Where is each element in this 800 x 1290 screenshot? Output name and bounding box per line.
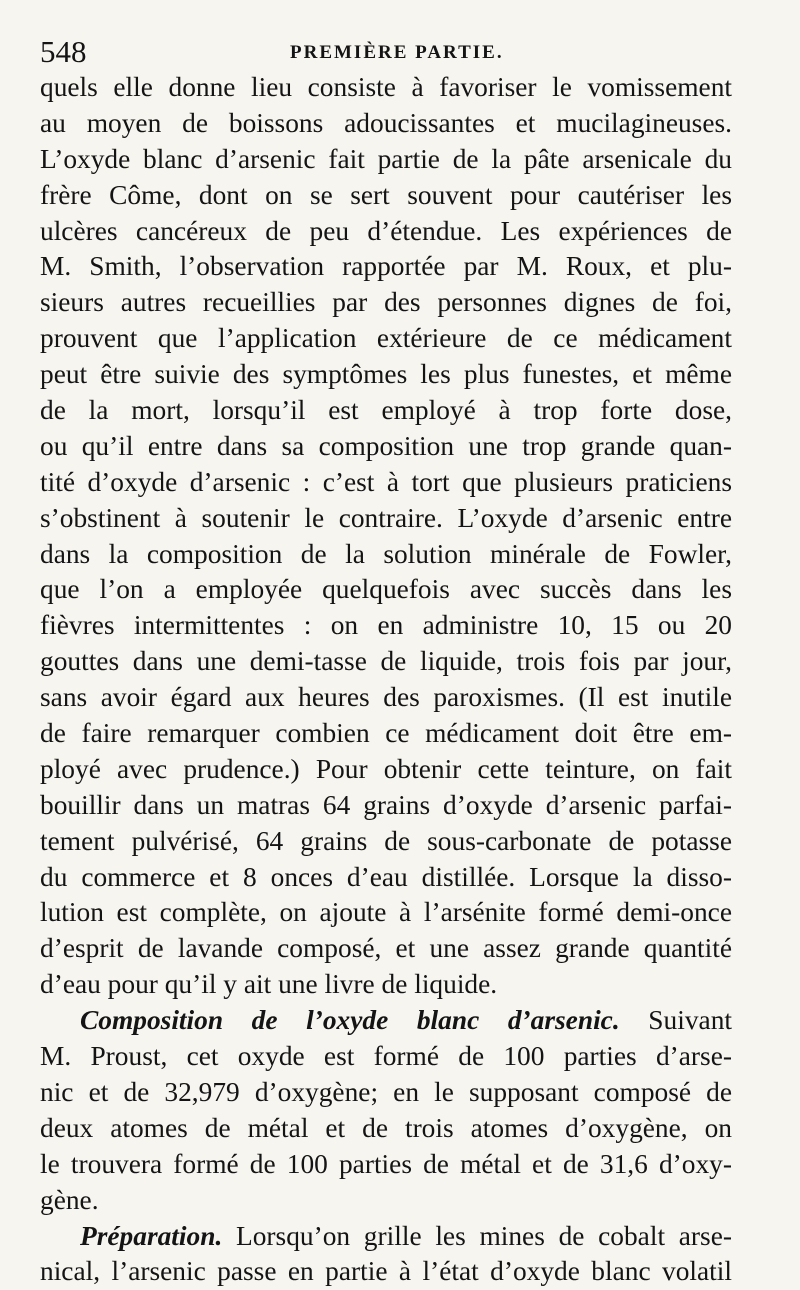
page-number: 548	[40, 34, 87, 69]
text-line: lution est complète, on ajoute à l’arsénite formé demi-once	[40, 897, 732, 928]
text-line: L’oxyde blanc d’arsenic fait partie de la pâte arsenicale du	[40, 143, 732, 174]
text-line: frère Côme, dont on se sert souvent pour cautériser les	[40, 179, 732, 210]
text-line: M. Smith, l’observation rapportée par M. Roux, et plu-	[40, 251, 732, 282]
composition-first-line	[40, 1003, 732, 1039]
text-line: fièvres intermittentes : on en administre 10, 15 ou 20	[40, 610, 732, 641]
text-line: dans la composition de la solution minérale de Fowler,	[40, 538, 732, 569]
page-header	[40, 34, 720, 74]
preparation-heading: Préparation.	[80, 1220, 223, 1251]
text-line: s’obstinent à soutenir le contraire. L’oxyde d’arsenic entre	[40, 502, 732, 533]
composition-heading: Composition de l’oxyde blanc d’arsenic.	[80, 1005, 620, 1036]
text-line: que l’on a employée quelquefois avec succès dans les	[40, 574, 732, 605]
text-line: gène.	[40, 1184, 99, 1215]
text-line: gouttes dans une demi-tasse de liquide, trois fois par jour,	[40, 646, 732, 677]
text-line: ployé avec prudence.) Pour obtenir cette teinture, on fait	[40, 753, 732, 784]
text-line: M. Proust, cet oxyde est formé de 100 parties d’arse-	[40, 1041, 732, 1072]
text-line: bouillir dans un matras 64 grains d’oxyde d’arsenic parfai-	[40, 789, 732, 820]
text-line: d’esprit de lavande composé, et une assez grande quantité	[40, 933, 732, 964]
text-line: tité d’oxyde d’arsenic : c’est à tort que plusieurs praticiens	[40, 466, 732, 497]
text-line: d’eau pour qu’il y ait une livre de liquide.	[40, 969, 498, 1000]
text-line: sans avoir égard aux heures des paroxismes. (Il est inutile	[40, 682, 732, 713]
text-line: peut être suivie des symptômes les plus funestes, et même	[40, 359, 732, 390]
text-line: au moyen de boissons adoucissantes et mucilagineuses.	[40, 107, 732, 138]
preparation-first-line	[40, 1219, 732, 1255]
text-line: nical, l’arsenic passe en partie à l’état d’oxyde blanc volatil	[40, 1256, 732, 1287]
text-line: de la mort, lorsqu’il est employé à trop forte dose,	[40, 395, 732, 426]
running-head: PREMIÈRE PARTIE.	[290, 42, 504, 63]
text-line: du commerce et 8 onces d’eau distillée. Lorsque la disso-	[40, 861, 732, 892]
text-line: deux atomes de métal et de trois atomes d’oxygène, on	[40, 1112, 732, 1143]
text-line: prouvent que l’application extérieure de ce médicament	[40, 323, 732, 354]
text-line: tement pulvérisé, 64 grains de sous-carbonate de potasse	[40, 825, 732, 856]
preparation-first-line-rest: Lorsqu’on grille les mines de cobalt arse-	[236, 1220, 732, 1251]
text-line: ulcères cancéreux de peu d’étendue. Les expériences de	[40, 215, 732, 246]
text-line: sieurs autres recueillies par des personnes dignes de foi,	[40, 287, 732, 318]
text-line: de faire remarquer combien ce médicament doit être em-	[40, 718, 732, 749]
text-line: quels elle donne lieu consiste à favoriser le vomissement	[40, 72, 732, 102]
text-line: nic et de 32,979 d’oxygène; en le supposant composé de	[40, 1076, 732, 1107]
text-line: ou qu’il entre dans sa composition une trop grande quan-	[40, 430, 732, 461]
composition-first-line-rest: Suivant	[648, 1005, 732, 1036]
text-line: le trouvera formé de 100 parties de métal et de 31,6 d’oxy-	[40, 1148, 732, 1179]
body-text	[40, 70, 732, 1290]
